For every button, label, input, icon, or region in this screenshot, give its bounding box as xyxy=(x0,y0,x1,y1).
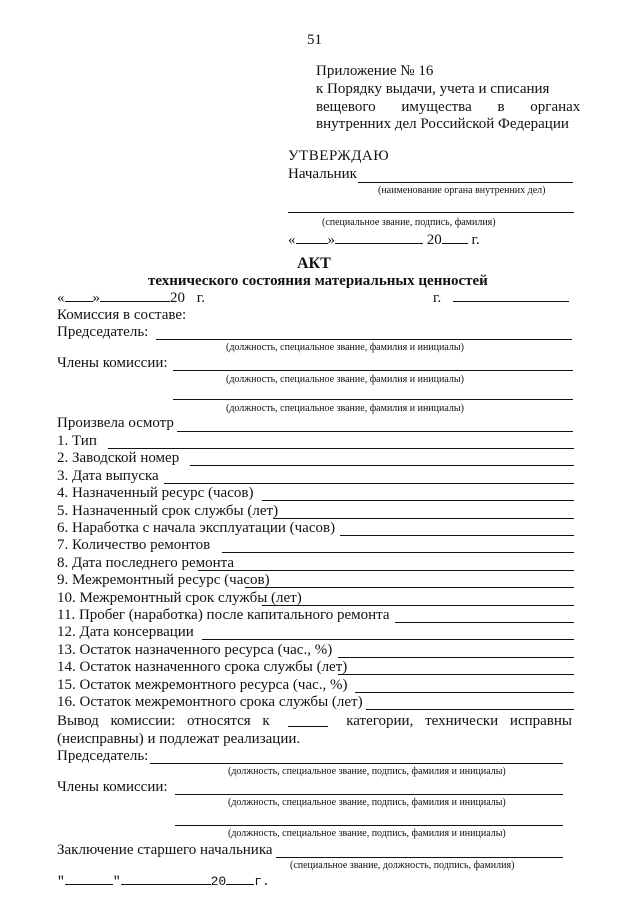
commission-members-caption2: (должность, специальное звание, фамилия и инициалы) xyxy=(226,403,464,414)
item-label: 6. Наработка с начала эксплуатации (часов) xyxy=(57,520,336,536)
item-label: 2. Заводской номер xyxy=(57,450,180,467)
inspection-line xyxy=(177,431,573,432)
sign-members-line1 xyxy=(175,794,563,795)
item-fill-line xyxy=(222,552,574,553)
page-number: 51 xyxy=(307,32,322,48)
item-fill-line xyxy=(202,639,574,640)
commission-chairman: Председатель: xyxy=(57,324,149,340)
appendix-line3-text: вещевого имущества в органах xyxy=(316,99,581,115)
conclusion-part1: Вывод комиссии: относятся к xyxy=(57,713,270,729)
act-year: 20 xyxy=(170,290,185,306)
item-fill-line xyxy=(108,448,574,449)
item-fill-line xyxy=(273,518,574,519)
item-fill-line xyxy=(245,587,574,588)
item-label: 5. Назначенный срок службы (лет) xyxy=(57,502,279,519)
commission-chairman-line xyxy=(156,339,572,340)
appendix-line4: внутренних дел Российской Федерации xyxy=(316,116,569,132)
appendix-line1: Приложение № 16 xyxy=(316,63,434,79)
senior-label: Заключение старшего начальника xyxy=(57,842,273,858)
commission-members-caption1: (должность, специальное звание, фамилия и инициалы) xyxy=(226,374,464,385)
item-label: 3. Дата выпуска xyxy=(57,467,159,484)
item-label: 13. Остаток назначенного ресурса (час., %) xyxy=(57,641,333,658)
item-label: 14. Остаток назначенного срока службы (лет) xyxy=(57,659,348,676)
sign-chairman-caption: (должность, специальное звание, подпись, фамилия и инициалы) xyxy=(228,766,506,777)
approve-date-close: » xyxy=(327,232,335,248)
item-label: 16. Остаток межремонтного срока службы (лет) xyxy=(57,694,363,710)
commission-members-line1 xyxy=(173,370,573,371)
approve-date xyxy=(288,232,480,249)
footer-date xyxy=(57,874,270,889)
item-fill-line xyxy=(366,709,574,710)
act-subtitle: технического состояния материальных ценностей xyxy=(148,273,488,289)
chief-caption: (наименование органа внутренних дел) xyxy=(378,185,546,196)
conclusion-line1 xyxy=(57,713,572,730)
sign-caption: (специальное звание, подпись, фамилия) xyxy=(322,217,496,228)
commission-members: Члены комиссии: xyxy=(57,355,168,371)
sign-members: Члены комиссии: xyxy=(57,779,168,795)
sign-members-caption1: (должность, специальное звание, подпись, фамилия и инициалы) xyxy=(228,797,506,808)
item-label: 15. Остаток межремонтного ресурса (час., %) xyxy=(57,676,348,693)
item-label: 11. Пробег (наработка) после капитального ремонта xyxy=(57,607,390,623)
act-city xyxy=(433,290,569,307)
act-title: АКТ xyxy=(297,255,331,272)
footer-year-suffix: г. xyxy=(254,874,270,889)
footer-quote-open: " xyxy=(57,874,65,889)
item-fill-line xyxy=(262,605,574,606)
item-fill-line xyxy=(190,465,574,466)
item-fill-line xyxy=(338,657,574,658)
approve-chief: Начальник xyxy=(288,166,357,182)
act-city-prefix: г. xyxy=(433,290,442,306)
item-label: 12. Дата консервации xyxy=(57,624,194,641)
sign-chairman: Председатель: xyxy=(57,748,149,764)
act-date-close: » xyxy=(92,290,100,306)
approve-year-suffix: г. xyxy=(471,232,480,248)
senior-line xyxy=(276,857,563,858)
item-fill-line xyxy=(198,570,574,571)
conclusion-part2: категории, технически исправны xyxy=(346,713,572,729)
item-fill-line xyxy=(340,535,574,536)
item-fill-line xyxy=(164,483,574,484)
item-label: 4. Назначенный ресурс (часов) xyxy=(57,485,254,502)
item-fill-line xyxy=(262,500,574,501)
senior-caption: (специальное звание, должность, подпись, фамилия) xyxy=(290,860,515,871)
item-label: 7. Количество ремонтов xyxy=(57,537,211,554)
sign-line xyxy=(288,212,574,213)
item-fill-line xyxy=(355,692,574,693)
appendix-line2: к Порядку выдачи, учета и списания xyxy=(316,81,550,97)
footer-year: 20 xyxy=(210,874,227,889)
commission-members-line2 xyxy=(173,399,573,400)
approve-date-open: « xyxy=(288,232,296,248)
item-label: 8. Дата последнего ремонта xyxy=(57,554,235,571)
item-label: 9. Межремонтный ресурс (часов) xyxy=(57,572,270,589)
footer-quote-close: " xyxy=(112,874,121,889)
chief-line xyxy=(358,182,573,183)
conclusion-line2: (неисправны) и подлежат реализации. xyxy=(57,731,301,747)
commission-chairman-caption: (должность, специальное звание, фамилия и инициалы) xyxy=(226,342,464,353)
item-label: 1. Тип xyxy=(57,433,97,449)
appendix-line3 xyxy=(316,99,581,116)
sign-members-caption2: (должность, специальное звание, подпись, фамилия и инициалы) xyxy=(228,828,506,839)
approve-year: 20 xyxy=(426,232,442,248)
item-fill-line xyxy=(338,674,574,675)
act-date xyxy=(57,290,205,307)
approve-title: УТВЕРЖДАЮ xyxy=(288,148,390,164)
sign-members-line2 xyxy=(175,825,563,826)
item-fill-line xyxy=(395,622,574,623)
inspection-label: Произвела осмотр xyxy=(57,415,174,431)
item-label: 10. Межремонтный срок службы (лет) xyxy=(57,589,302,606)
act-date-open: « xyxy=(57,290,65,306)
commission-heading: Комиссия в составе: xyxy=(57,307,187,323)
sign-chairman-line xyxy=(150,763,563,764)
act-year-suffix: г. xyxy=(196,290,205,306)
